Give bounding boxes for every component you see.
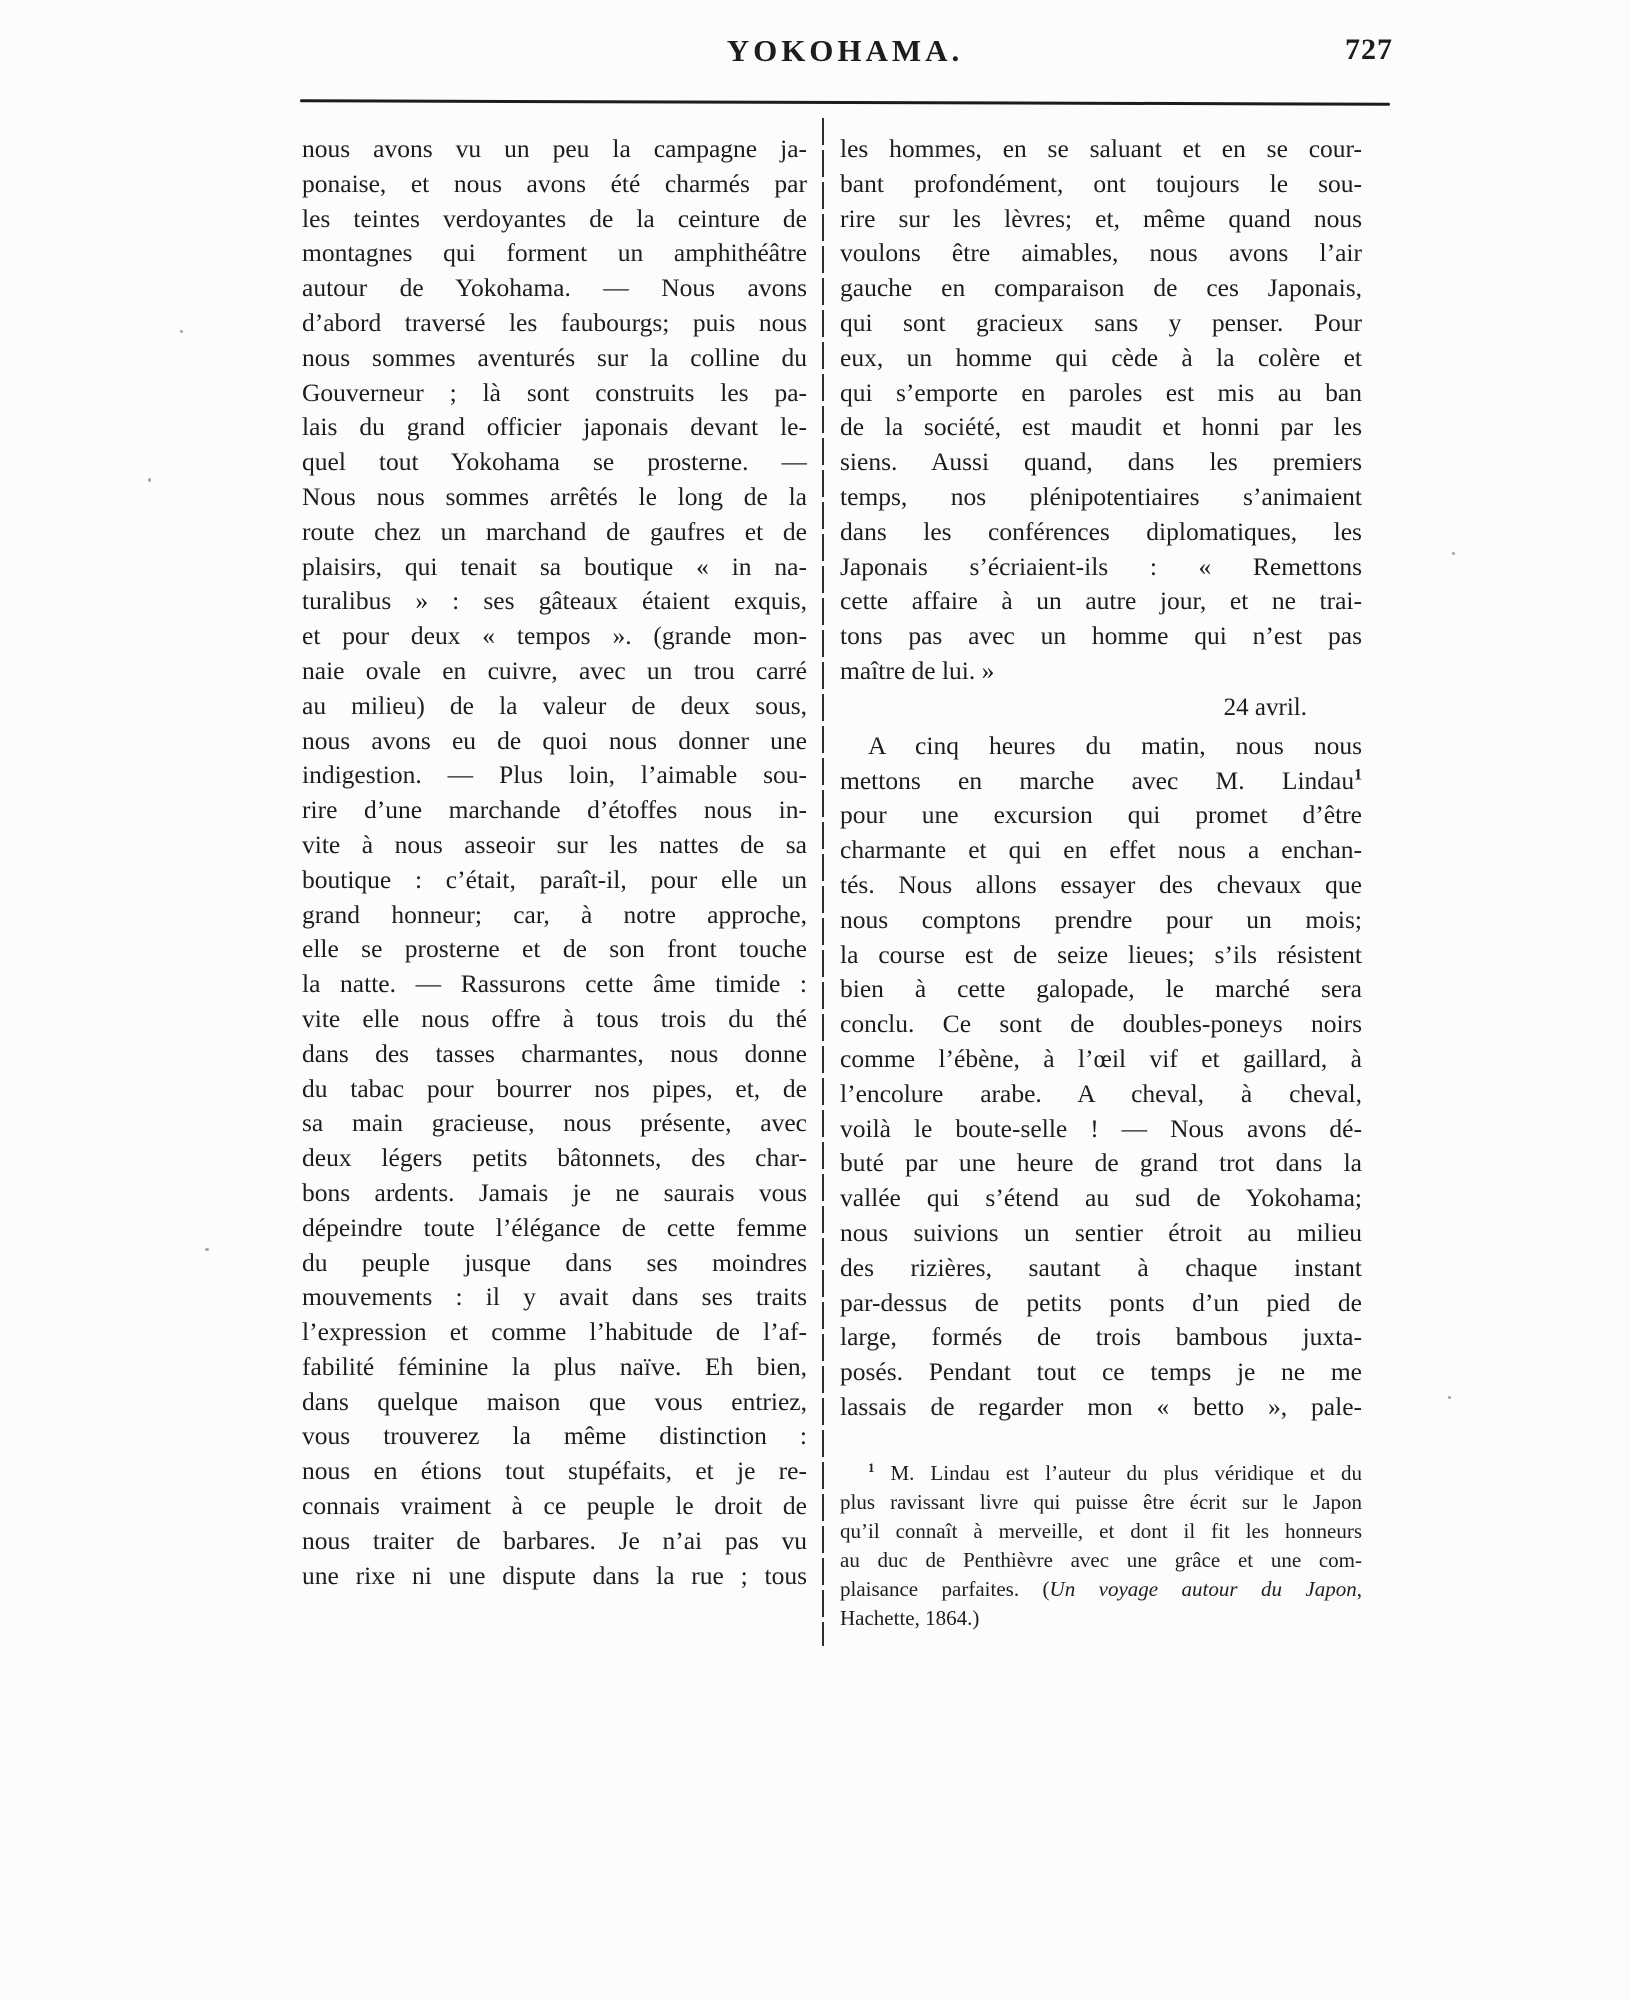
text-line: lassais de regarder mon « betto », pale- [840,1391,1362,1421]
text-line: dans quelque maison que vous entriez, [302,1386,807,1416]
page-number: 727 [1345,33,1393,66]
scan-speck [205,1248,209,1251]
text-line: d’abord traversé les faubourgs; puis nous [302,307,807,337]
scan-speck [1448,1396,1451,1399]
text-line: connais vraiment à ce peuple le droit de [302,1491,807,1521]
text-line: turalibus » : ses gâteaux étaient exquis, [302,586,807,616]
text-line: bant profondément, ont toujours le sou- [840,168,1362,198]
text-line: maître de lui. » [840,655,995,685]
text-line: voilà le boute-selle ! — Nous avons dé- [840,1113,1362,1143]
running-head-title: YOKOHAMA. [726,33,964,68]
text-line: mouvements : il y avait dans ses traits [302,1282,807,1312]
scan-speck [1452,552,1455,555]
text-line: eux, un homme qui cède à la colère et [840,342,1362,372]
text-line: siens. Aussi quand, dans les premiers [840,447,1362,477]
text-line: ponaise, et nous avons été charmés par [302,168,807,198]
text-line: rire d’une marchande d’étoffes nous in- [302,795,807,825]
text-line: du tabac pour bourrer nos pipes, et, de [302,1073,807,1103]
text-line: nous traiter de barbares. Je n’ai pas vu [302,1525,807,1555]
header-rule [300,99,1390,105]
column-divider [822,118,824,1646]
text-line: des rizières, sautant à chaque instant [840,1252,1362,1282]
text-line: Nous nous sommes arrêtés le long de la [302,481,807,511]
text-line: comme l’ébène, à l’œil vif et gaillard, à [840,1043,1362,1073]
text-line: plaisirs, qui tenait sa boutique « in na- [302,551,807,581]
text-line: nous avons eu de quoi nous donner une [302,725,807,755]
scan-speck [180,330,183,333]
text-line: grand honneur; car, à notre approche, [302,899,807,929]
text-line: route chez un marchand de gaufres et de [302,516,807,546]
text-line: une rixe ni une dispute dans la rue ; tous [302,1560,807,1590]
paragraph-anecdote [840,132,1362,689]
text-line: nous avons vu un peu la campagne ja- [302,134,807,163]
text-line: dépeindre toute l’élégance de cette femme [302,1212,807,1242]
text-line: vite elle nous offre à tous trois du thé [302,1003,807,1033]
text-line: vite à nous asseoir sur les nattes de sa [302,829,807,859]
text-line: nous suivions un sentier étroit au milieu [840,1217,1362,1247]
text-line: posés. Pendant tout ce temps je ne me [840,1357,1362,1387]
text-line: bons ardents. Jamais je ne saurais vous [302,1177,807,1207]
text-line: la natte. — Rassurons cette âme timide : [302,969,807,999]
paragraph-excursion [840,729,1362,1425]
text-line: elle se prosterne et de son front touche [302,934,807,964]
text-line: Gouverneur ; là sont construits les pa- [302,377,807,407]
text-line: large, formés de trois bambous juxta- [840,1322,1362,1352]
text-line: plus ravissant livre qui puisse être écrit sur le Japon [840,1489,1362,1514]
text-line: conclu. Ce sont de doubles-poneys noirs [840,1009,1362,1039]
date-heading: 24 avril. [1223,693,1307,721]
text-line: boutique : c’était, paraît-il, pour elle un [302,864,807,894]
footnote [840,1459,1362,1633]
scan-speck [148,478,151,482]
text-line: au duc de Penthièvre avec une grâce et une com- [840,1547,1362,1572]
text-line: la course est de seize lieues; s’ils résistent [840,939,1362,969]
text-line: l’expression et comme l’habitude de l’af- [302,1317,807,1347]
text-line: $^1$ M. Lindau est l’auteur du plus véridique et du [868,1459,1362,1485]
right-column [840,132,1362,1633]
text-line: vous trouverez la même distinction : [302,1421,807,1451]
text-line: par-dessus de petits ponts d’un pied de [840,1287,1362,1317]
text-line: dans les conférences diplomatiques, les [840,516,1362,546]
text-line: buté par une heure de grand trot dans la [840,1148,1362,1178]
text-line: et pour deux « tempos ». (grande mon- [302,621,807,651]
text-line: au milieu) de la valeur de deux sous, [302,690,807,720]
text-line: tés. Nous allons essayer des chevaux que [840,869,1362,899]
text-line: rire sur les lèvres; et, même quand nous [840,203,1362,233]
text-line: les hommes, en se saluant et en se cour- [840,134,1362,163]
left-column [302,132,807,1593]
text-line: indigestion. — Plus loin, l’aimable sou- [302,760,807,790]
text-line: fabilité féminine la plus naïve. Eh bien, [302,1351,807,1381]
text-line: qui sont gracieux sans y penser. Pour [840,307,1362,337]
text-line: nous sommes aventurés sur la colline du [302,342,807,372]
text-line: voulons être aimables, nous avons l’air [840,238,1362,268]
text-line: bien à cette galopade, le marché sera [840,974,1362,1004]
text-line: temps, nos plénipotentiaires s’animaient [840,481,1362,511]
text-line: naie ovale en cuivre, avec un trou carré [302,655,807,685]
text-line: tons pas avec un homme qui n’est pas [840,621,1362,651]
text-line: de la société, est maudit et honni par les [840,412,1362,442]
text-line: les teintes verdoyantes de la ceinture de [302,203,807,233]
text-line: dans des tasses charmantes, nous donne [302,1038,807,1068]
text-line: plaisance parfaites. (Un voyage autour du Japon, [840,1576,1362,1601]
text-line: mettons en marche avec M. Lindau$^1$ [840,765,1362,795]
text-line: cette affaire à un autre jour, et ne trai- [840,586,1362,616]
text-line: charmante et qui en effet nous a enchan- [840,835,1362,865]
text-line: Hachette, 1864.) [840,1605,980,1630]
text-line: l’encolure arabe. A cheval, à cheval, [840,1078,1362,1108]
text-line: qui s’emporte en paroles est mis au ban [840,377,1362,407]
text-line: A cinq heures du matin, nous nous [868,730,1362,760]
text-line: quel tout Yokohama se prosterne. — [302,447,807,477]
text-line: gauche en comparaison de ces Japonais, [840,273,1362,303]
text-line: pour une excursion qui promet d’être [840,800,1362,830]
text-line: du peuple jusque dans ses moindres [302,1247,807,1277]
text-line: qu’il connaît à merveille, et dont il fit les honneurs [840,1518,1362,1543]
text-line: deux légers petits bâtonnets, des char- [302,1143,807,1173]
text-line: sa main gracieuse, nous présente, avec [302,1108,807,1138]
text-line: montagnes qui forment un amphithéâtre [302,238,807,268]
text-line: nous comptons prendre pour un mois; [840,904,1362,934]
text-line: vallée qui s’étend au sud de Yokohama; [840,1183,1362,1213]
text-line: lais du grand officier japonais devant le- [302,412,807,442]
text-line: nous en étions tout stupéfaits, et je re- [302,1456,807,1486]
text-line: autour de Yokohama. — Nous avons [302,273,807,303]
text-line: Japonais s’écriaient-ils : « Remettons [840,551,1362,581]
